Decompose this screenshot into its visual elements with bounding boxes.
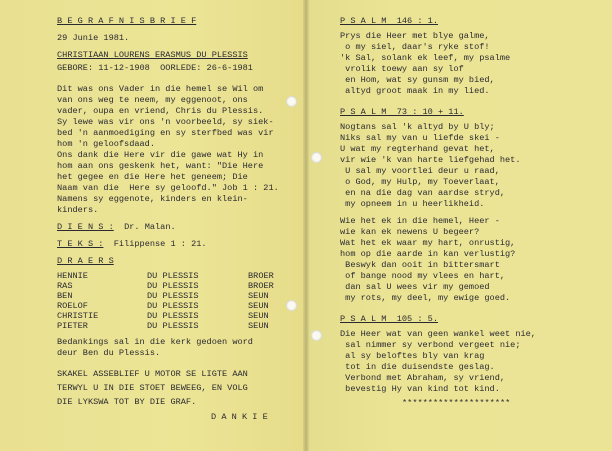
verse-line: vir wie 'k van harte liefgehad het. <box>340 155 521 165</box>
bearer-relation: BROER <box>248 281 274 291</box>
intro-line: bed 'n aanmoediging en sy sterfbed was vir <box>57 128 274 138</box>
verse-line: Die Heer wat van geen wankel weet nie, <box>340 329 536 339</box>
thanks-word: D A N K I E <box>211 412 268 422</box>
verse-line: U sal my voortlei deur u raad, <box>340 166 500 176</box>
verse-line: en Hom, wat sy gunsm my bied, <box>340 75 495 85</box>
bearer-first-name: RAS <box>57 281 73 291</box>
birth-death-dates: GEBORE: 11-12-1908 OORLEDE: 26-6-1981 <box>57 63 253 73</box>
bearer-relation: BROER <box>248 271 274 281</box>
verse-line: my opneem in u heerlikheid. <box>340 199 485 209</box>
service-row <box>57 222 302 233</box>
verse-line: Wat het ek waar my hart, onrustig, <box>340 238 516 248</box>
bearer-first-name: PIETER <box>57 321 88 331</box>
deceased-name: CHRISTIAAN LOURENS ERASMUS DU PLESSIS <box>57 50 248 60</box>
verse-line: 'k Sal, solank ek leef, my psalme <box>340 53 511 63</box>
verse-line: tot in die duisendste geslag. <box>340 362 495 372</box>
table-row <box>57 301 298 311</box>
verse-line: Beswyk dan ooit in bittersmart <box>340 260 500 270</box>
punch-hole-right-lower <box>311 330 322 341</box>
verse-line: altyd groot maak in my lied. <box>340 86 490 96</box>
bearer-surname: DU PLESSIS <box>147 311 199 321</box>
intro-line: Namens sy eggenote, kinders en klein- <box>57 194 248 204</box>
verse-line: o God, my Hulp, my Toeverlaat, <box>340 177 500 187</box>
intro-line: Sy lewe was vir ons 'n voorbeeld, sy siek- <box>57 117 274 127</box>
intro-line: Naam van die Here sy geloofd." Job 1 : 21. <box>57 183 279 193</box>
center-fold <box>303 0 309 451</box>
psalm-105-heading: P S A L M 105 : 5. <box>340 314 438 324</box>
verse-line: Prys die Heer met blye galme, <box>340 31 490 41</box>
intro-line: het gegee en die Here het geneem; Die <box>57 172 248 182</box>
bearer-surname: DU PLESSIS <box>147 321 199 331</box>
bearer-surname: DU PLESSIS <box>147 271 199 281</box>
punch-hole-left-upper <box>286 96 297 107</box>
service-label: D I E N S : <box>57 222 114 232</box>
psalm-73-heading: P S A L M 73 : 10 + 11. <box>340 107 464 117</box>
bearer-first-name: BEN <box>57 291 73 301</box>
star-divider: ********************* <box>402 398 511 408</box>
bearer-surname: DU PLESSIS <box>147 291 199 301</box>
notice-line: DIE LYKSWA TOT BY DIE GRAF. <box>57 397 197 407</box>
intro-paragraph <box>57 84 302 216</box>
pallbearers-heading: D R A E R S <box>57 256 114 266</box>
verse-line: Niks sal my van u liefde skei - <box>340 133 500 143</box>
text-value: Filippense 1 : 21. <box>113 239 207 249</box>
verse-line: dan sal U wees vir my gemoed <box>340 282 490 292</box>
table-row <box>57 321 298 331</box>
letter-date: 29 Junie 1981. <box>57 33 130 43</box>
text-row <box>57 239 302 250</box>
verse-line: o my siel, daar's ryke stof! <box>340 42 490 52</box>
verse-line: U wat my regterhand gevat het, <box>340 144 495 154</box>
verse-line: hom op die aarde in kan verlustig? <box>340 249 516 259</box>
intro-line: Ons dank die Here vir die gawe wat Hy in <box>57 150 264 160</box>
table-row <box>57 311 298 321</box>
bearer-relation: SEUN <box>248 291 269 301</box>
verse-line: vrolik toewy aan sy lof <box>340 64 464 74</box>
psalm-146-heading: P S A L M 146 : 1. <box>340 16 438 26</box>
pallbearers-table <box>57 271 298 331</box>
verse-line: Verbond met Abraham, sy vriend, <box>340 373 506 383</box>
right-page <box>306 0 612 451</box>
verse-line: Nogtans sal 'k altyd by U bly; <box>340 122 495 132</box>
verse-line: en na die dag van aardse stryd, <box>340 188 506 198</box>
intro-line: Dit was ons Vader in die hemel se Wil om <box>57 84 264 94</box>
verse-line: sal nimmer sy verbond vergeet nie; <box>340 340 521 350</box>
intro-line: hom aan ons geskenk het, want: "Die Here <box>57 161 264 171</box>
table-row <box>57 281 298 291</box>
thanks-line: Bedankings sal in die kerk gedoen word <box>57 337 253 347</box>
service-value: Dr. Malan. <box>124 222 176 232</box>
bearer-relation: SEUN <box>248 321 269 331</box>
bearer-surname: DU PLESSIS <box>147 301 199 311</box>
punch-hole-right-upper <box>311 152 322 163</box>
verse-line: of bange nood my vlees en hart, <box>340 271 506 281</box>
bearer-first-name: CHRISTIE <box>57 311 99 321</box>
verse-line: Wie het ek in die hemel, Heer - <box>340 216 500 226</box>
table-row <box>57 291 298 301</box>
intro-line: vader, oupa en vriend, Chris du Plessis. <box>57 106 264 116</box>
verse-line: my rots, my deel, my ewige goed. <box>340 293 511 303</box>
thanks-line: deur Ben du Plessis. <box>57 348 161 358</box>
notice-line: TERWYL U IN DIE STOET BEWEEG, EN VOLG <box>57 383 248 393</box>
bearer-relation: SEUN <box>248 301 269 311</box>
bearer-first-name: HENNIE <box>57 271 88 281</box>
table-row <box>57 271 298 281</box>
punch-hole-left-lower <box>286 300 297 311</box>
verse-line: wie kan ek newens U begeer? <box>340 227 480 237</box>
notice-line: SKAKEL ASSEBLIEF U MOTOR SE LIGTE AAN <box>57 369 248 379</box>
intro-line: hom 'n geloofsdaad. <box>57 139 155 149</box>
bearer-relation: SEUN <box>248 311 269 321</box>
intro-line: van ons weg te neem, my eggenoot, ons <box>57 95 248 105</box>
verse-line: bevestig Hy van kind tot kind. <box>340 384 500 394</box>
intro-line: kinders. <box>57 205 99 215</box>
letter-heading: B E G R A F N I S B R I E F <box>57 16 197 26</box>
bearer-first-name: ROELOF <box>57 301 88 311</box>
text-label: T E K S : <box>57 239 104 249</box>
verse-line: al sy beloftes bly van krag <box>340 351 485 361</box>
bearer-surname: DU PLESSIS <box>147 281 199 291</box>
